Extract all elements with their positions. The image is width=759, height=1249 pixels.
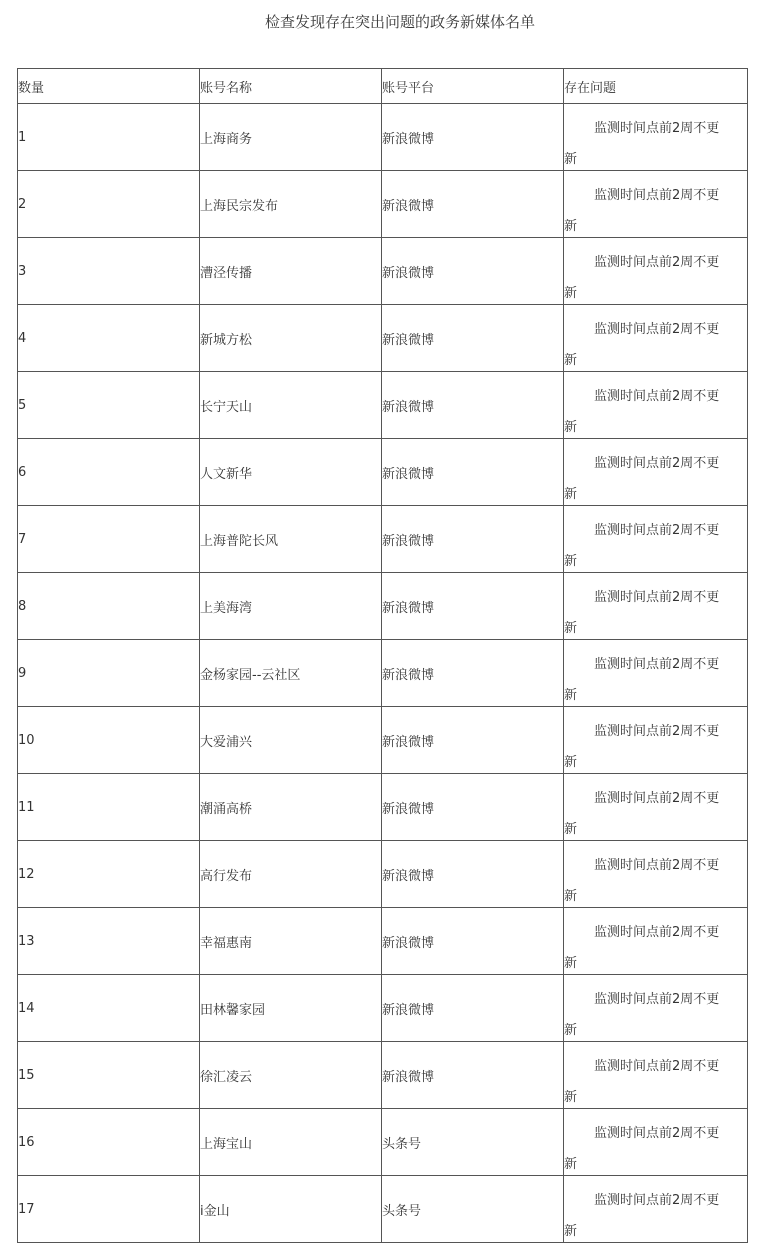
issue-cell — [564, 171, 748, 238]
issue-text: 监测时间点前2周不更新 — [564, 322, 720, 368]
account-name: 新城方松 — [200, 305, 382, 372]
issue-text: 监测时间点前2周不更新 — [564, 1193, 720, 1239]
issue-cell — [564, 707, 748, 774]
page-title: 检查发现存在突出问题的政务新媒体名单 — [264, 13, 535, 31]
issue-text: 监测时间点前2周不更新 — [564, 389, 720, 435]
table-row — [18, 975, 748, 1042]
header-cell-issue: 存在问题 — [564, 69, 748, 104]
issue-wrapper — [564, 841, 748, 907]
issue-wrapper — [564, 908, 748, 974]
row-number: 4 — [18, 305, 200, 372]
issue-text: 监测时间点前2周不更新 — [564, 925, 720, 971]
row-number: 9 — [18, 640, 200, 707]
issue-text: 监测时间点前2周不更新 — [564, 456, 720, 502]
account-platform: 新浪微博 — [382, 439, 564, 506]
issue-cell — [564, 975, 748, 1042]
row-number: 2 — [18, 171, 200, 238]
header-cell-platform: 账号平台 — [382, 69, 564, 104]
issue-cell — [564, 640, 748, 707]
table-row — [18, 238, 748, 305]
table-row — [18, 1109, 748, 1176]
issue-text: 监测时间点前2周不更新 — [564, 255, 720, 301]
row-number: 16 — [18, 1109, 200, 1176]
account-platform: 新浪微博 — [382, 305, 564, 372]
issue-text: 监测时间点前2周不更新 — [564, 590, 720, 636]
account-platform: 新浪微博 — [382, 975, 564, 1042]
issue-cell — [564, 841, 748, 908]
issue-wrapper — [564, 640, 748, 706]
issue-text: 监测时间点前2周不更新 — [564, 657, 720, 703]
account-platform: 新浪微博 — [382, 171, 564, 238]
table-row — [18, 305, 748, 372]
issue-wrapper — [564, 1176, 748, 1242]
issue-cell — [564, 1176, 748, 1243]
account-name: 高行发布 — [200, 841, 382, 908]
issue-text: 监测时间点前2周不更新 — [564, 121, 720, 167]
account-platform: 头条号 — [382, 1176, 564, 1243]
issue-cell — [564, 238, 748, 305]
table-row — [18, 1042, 748, 1109]
issue-text: 监测时间点前2周不更新 — [564, 724, 720, 770]
issue-text: 监测时间点前2周不更新 — [564, 1059, 720, 1105]
issue-text: 监测时间点前2周不更新 — [564, 523, 720, 569]
issue-cell — [564, 104, 748, 171]
row-number: 3 — [18, 238, 200, 305]
row-number: 1 — [18, 104, 200, 171]
account-name: 漕泾传播 — [200, 238, 382, 305]
issue-cell — [564, 439, 748, 506]
account-name: 大爱浦兴 — [200, 707, 382, 774]
issue-wrapper — [564, 975, 748, 1041]
row-number: 6 — [18, 439, 200, 506]
issue-text: 监测时间点前2周不更新 — [564, 992, 720, 1038]
issue-wrapper — [564, 439, 748, 505]
table-row — [18, 372, 748, 439]
issue-wrapper — [564, 573, 748, 639]
account-platform: 头条号 — [382, 1109, 564, 1176]
media-list-table — [17, 68, 748, 1243]
account-name: 上海宝山 — [200, 1109, 382, 1176]
account-name: 徐汇凌云 — [200, 1042, 382, 1109]
table-row — [18, 104, 748, 171]
issue-cell — [564, 1042, 748, 1109]
account-platform: 新浪微博 — [382, 506, 564, 573]
account-platform: 新浪微博 — [382, 573, 564, 640]
issue-wrapper — [564, 1042, 748, 1108]
issue-wrapper — [564, 238, 748, 304]
issue-wrapper — [564, 305, 748, 371]
row-number: 17 — [18, 1176, 200, 1243]
row-number: 14 — [18, 975, 200, 1042]
account-name: 幸福惠南 — [200, 908, 382, 975]
issue-cell — [564, 1109, 748, 1176]
issue-wrapper — [564, 171, 748, 237]
issue-cell — [564, 305, 748, 372]
account-name: 人文新华 — [200, 439, 382, 506]
table-row — [18, 841, 748, 908]
account-platform: 新浪微博 — [382, 774, 564, 841]
row-number: 5 — [18, 372, 200, 439]
issue-cell — [564, 908, 748, 975]
issue-cell — [564, 506, 748, 573]
issue-wrapper — [564, 506, 748, 572]
table-header-row — [18, 69, 748, 104]
row-number: 7 — [18, 506, 200, 573]
account-name: 上海民宗发布 — [200, 171, 382, 238]
account-platform: 新浪微博 — [382, 372, 564, 439]
account-platform: 新浪微博 — [382, 841, 564, 908]
issue-cell — [564, 573, 748, 640]
table-row — [18, 707, 748, 774]
row-number: 10 — [18, 707, 200, 774]
issue-text: 监测时间点前2周不更新 — [564, 188, 720, 234]
issue-text: 监测时间点前2周不更新 — [564, 1126, 720, 1172]
account-platform: 新浪微博 — [382, 1042, 564, 1109]
row-number: 12 — [18, 841, 200, 908]
table-row — [18, 573, 748, 640]
issue-wrapper — [564, 707, 748, 773]
issue-wrapper — [564, 1109, 748, 1175]
issue-cell — [564, 774, 748, 841]
account-name: 上海普陀长风 — [200, 506, 382, 573]
header-cell-account-name: 账号名称 — [200, 69, 382, 104]
table-row — [18, 908, 748, 975]
row-number: 11 — [18, 774, 200, 841]
account-platform: 新浪微博 — [382, 238, 564, 305]
table-row — [18, 506, 748, 573]
table-row — [18, 171, 748, 238]
issue-wrapper — [564, 372, 748, 438]
issue-text: 监测时间点前2周不更新 — [564, 858, 720, 904]
account-name: i金山 — [200, 1176, 382, 1243]
account-name: 田林馨家园 — [200, 975, 382, 1042]
row-number: 13 — [18, 908, 200, 975]
table-row — [18, 439, 748, 506]
issue-text: 监测时间点前2周不更新 — [564, 791, 720, 837]
issue-wrapper — [564, 774, 748, 840]
table-row — [18, 640, 748, 707]
account-name: 上海商务 — [200, 104, 382, 171]
table-row — [18, 774, 748, 841]
issue-wrapper — [564, 104, 748, 170]
account-name: 金杨家园--云社区 — [200, 640, 382, 707]
account-platform: 新浪微博 — [382, 707, 564, 774]
account-name: 上美海湾 — [200, 573, 382, 640]
table-row — [18, 1176, 748, 1243]
row-number: 15 — [18, 1042, 200, 1109]
account-name: 长宁天山 — [200, 372, 382, 439]
account-platform: 新浪微博 — [382, 640, 564, 707]
account-name: 潮涌高桥 — [200, 774, 382, 841]
header-cell-number: 数量 — [18, 69, 200, 104]
issue-cell — [564, 372, 748, 439]
account-platform: 新浪微博 — [382, 908, 564, 975]
account-platform: 新浪微博 — [382, 104, 564, 171]
row-number: 8 — [18, 573, 200, 640]
